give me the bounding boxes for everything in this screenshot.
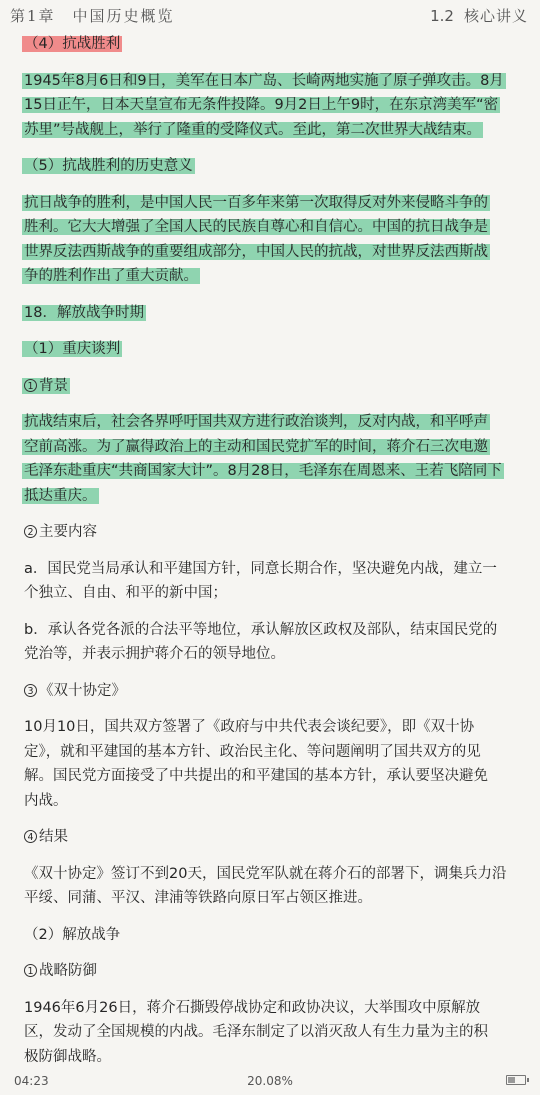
paragraph-line: 区，发动了全国规模的内战。毛泽东制定了以消灭敌人有生力量为主的积: [24, 1024, 488, 1040]
reading-progress: 20.08%: [247, 1074, 293, 1088]
heading-significance: （5）抗战胜利的历史意义: [24, 158, 193, 174]
paragraph-line: 抗日战争的胜利，是中国人民一百多年来第一次取得反对外来侵略斗争的: [24, 194, 488, 211]
paragraph-line: 内战。: [24, 792, 68, 809]
paragraph-line: 解。国民党方面接受了中共提出的和平建国的基本方针，承认要坚决避免: [24, 768, 488, 784]
reader-footer: [0, 1067, 540, 1095]
page-content[interactable]: [24, 32, 520, 1069]
section-title: 核心讲义: [463, 7, 528, 25]
circled-number: 1: [24, 379, 37, 392]
paragraph-line: 毛泽东赴重庆“共商国家大计”。8月28日，毛泽东在周恩来、王若飞陪同下: [24, 463, 502, 479]
paragraph-line: 《双十协定》签订不到20天，国民党军队就在蒋介石的部署下，调集兵力沿: [24, 865, 507, 882]
paragraph-line: 10月10日，国共双方签署了《政府与中共代表会谈纪要》，即《双十协: [24, 719, 475, 735]
paragraph-line: 1945年8月6日和9日，美军在日本广岛、长崎两地实施了原子弹攻击。8月: [24, 72, 504, 89]
section-title-group: [430, 5, 528, 26]
paragraph-line: 15日正午，日本天皇宣布无条件投降。9月2日上午9时，在东京湾美军“密: [24, 97, 499, 113]
paragraph-line: 定》，就和平建国的基本方针、政治民主化、等问题阐明了国共双方的见: [24, 743, 481, 760]
paragraph-line: b．承认各党各派的合法平等地位，承认解放区政权及部队，结束国民党的: [24, 621, 498, 638]
heading-background: 1 背景: [24, 374, 520, 399]
heading-double-ten: 3 《双十协定》: [24, 679, 520, 704]
paragraph-line: 空前高涨。为了赢得政治上的主动和国民党扩军的时间，蒋介石三次电邀: [24, 438, 488, 455]
paragraph-line: 党治等，并表示拥护蒋介石的领导地位。: [24, 646, 285, 662]
paragraph-line: 苏里”号战舰上，举行了隆重的受降仪式。至此，第二次世界大战结束。: [24, 121, 482, 138]
paragraph-line: 1946年6月26日，蒋介石撕毁停战协定和政协决议，大举围攻中原解放: [24, 999, 481, 1016]
paragraph-line: 抗战结束后，社会各界呼吁国共双方进行政治谈判，反对内战，和平呼声: [24, 414, 488, 430]
paragraph-line: 平绥、同蒲、平汉、津浦等铁路向原日军占领区推进。: [24, 890, 372, 906]
clock-time: 04:23: [14, 1074, 49, 1088]
heading-main-content: 2 主要内容: [24, 520, 520, 545]
chapter-title: 第1章 中国历史概览: [10, 7, 175, 25]
heading-victory: （4）抗战胜利: [24, 36, 121, 52]
circled-number: 3: [24, 684, 37, 697]
circled-number: 4: [24, 830, 37, 843]
paragraph-line: 胜利。它大大增强了全国人民的民族自尊心和自信心。中国的抗日战争是: [24, 219, 488, 235]
circled-number: 1: [24, 964, 37, 977]
heading-chongqing: （1）重庆谈判: [24, 341, 121, 357]
paragraph-line: 极防御战略。: [24, 1048, 111, 1065]
battery-icon: [506, 1075, 526, 1085]
heading-strategic-defense: 1 战略防御: [24, 959, 520, 984]
section-number: 1.2: [430, 7, 454, 25]
heading-liberation-war-sub: （2）解放战争: [24, 926, 121, 943]
reader-header: [0, 0, 540, 30]
heading-result: 4 结果: [24, 825, 520, 850]
paragraph-line: 世界反法西斯战争的重要组成部分，中国人民的抗战，对世界反法西斯战: [24, 243, 488, 260]
paragraph-line: 抵达重庆。: [24, 487, 97, 504]
battery-level: [508, 1077, 515, 1083]
paragraph-line: 争的胜利作出了重大贡献。: [24, 268, 198, 284]
paragraph-line: 个独立、自由、和平的新中国；: [24, 585, 227, 601]
paragraph-line: a．国民党当局承认和平建国方针，同意长期合作，坚决避免内战，建立一: [24, 560, 497, 577]
circled-number: 2: [24, 525, 37, 538]
heading-liberation-war: 18．解放战争时期: [24, 304, 144, 321]
